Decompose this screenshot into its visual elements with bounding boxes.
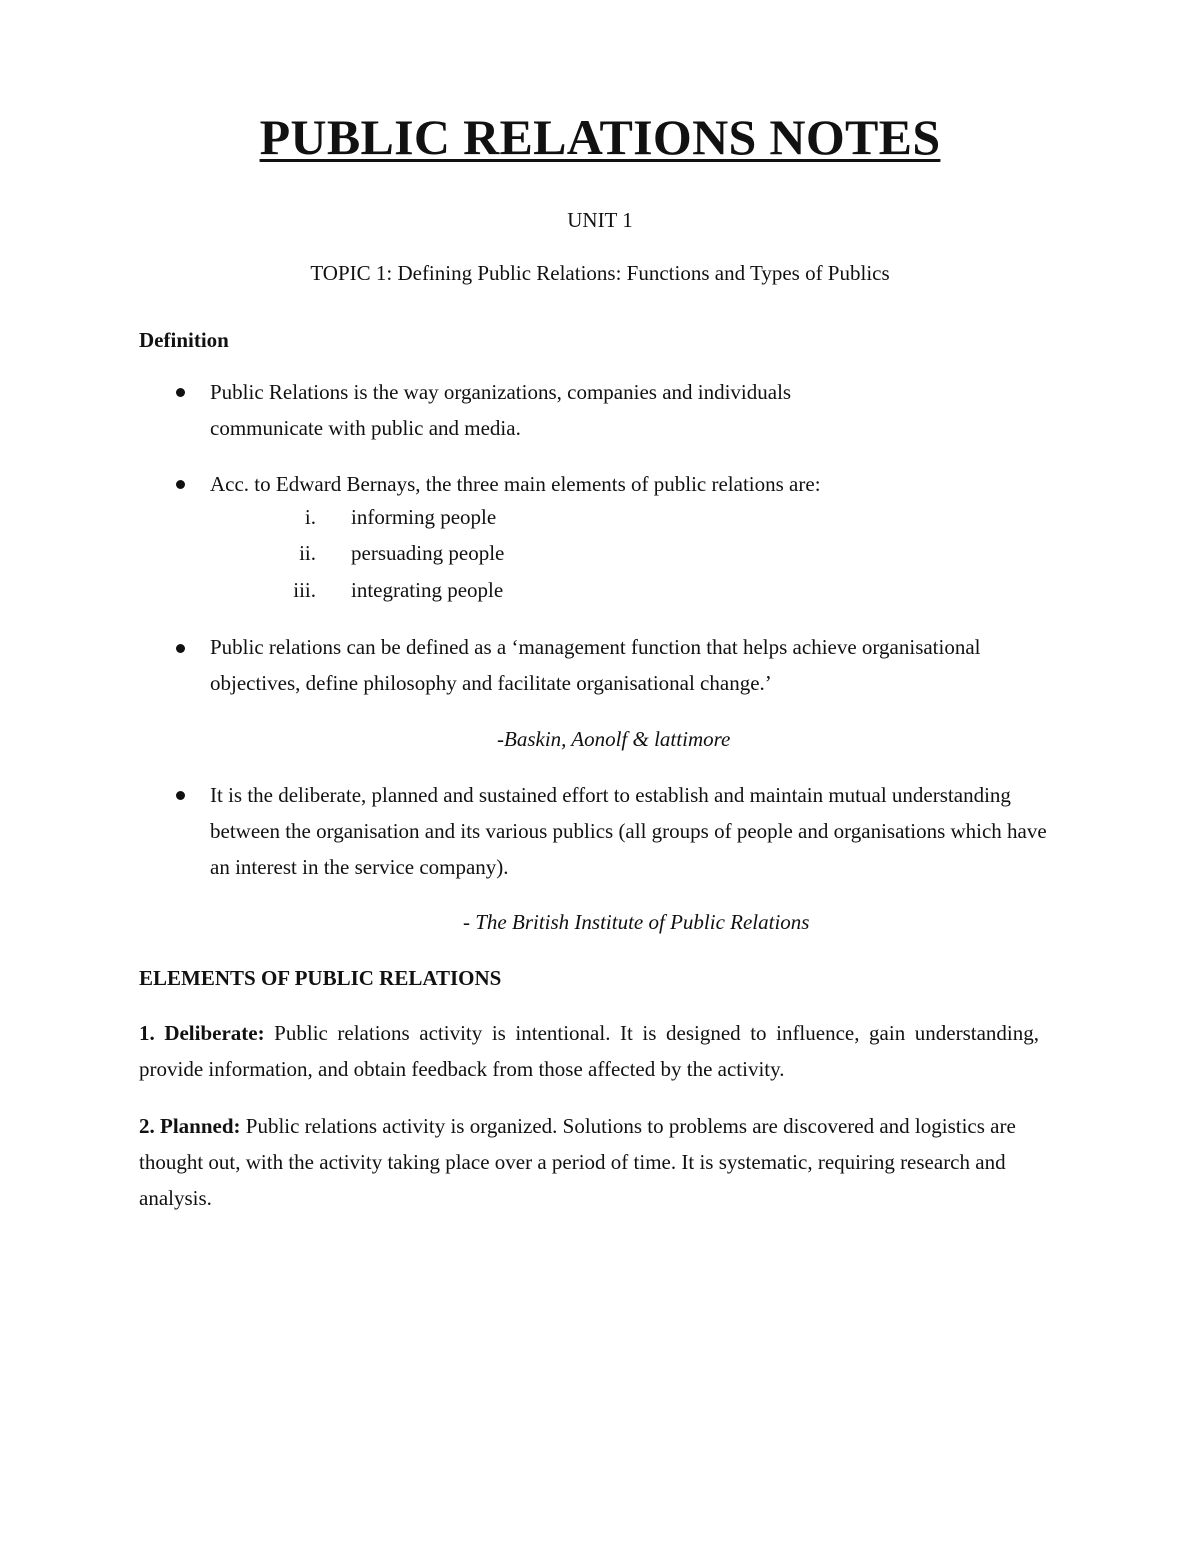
element-lead: 2. Planned:	[139, 1114, 241, 1138]
bullet-dot-icon	[176, 388, 185, 397]
bernays-element: persuading people	[351, 541, 505, 565]
definition-bullet-2: Acc. to Edward Bernays, the three main elements of public relations are:	[210, 472, 821, 496]
definition-bullet-1: Public Relations is the way organizations, companies and individuals communicate with public and media.	[210, 380, 792, 440]
definition-bullet-4: It is the deliberate, planned and sustained effort to establish and maintain mutual understanding between the organisation and its various publics (all groups of people and organisations which have an interest in the service company).	[210, 783, 1047, 879]
attribution: - The British Institute of Public Relations	[463, 910, 810, 934]
elements-heading: ELEMENTS OF PUBLIC RELATIONS	[139, 966, 502, 990]
definition-heading: Definition	[139, 328, 229, 352]
unit-label: UNIT 1	[567, 208, 633, 232]
bernays-element: informing people	[351, 505, 497, 529]
roman-numeral: i.	[304, 505, 316, 529]
bullet-dot-icon	[176, 480, 185, 489]
attribution: -Baskin, Aonolf & lattimore	[497, 727, 731, 751]
bernays-element: integrating people	[351, 578, 504, 602]
bullet-dot-icon	[176, 791, 185, 800]
element-paragraph-deliberate	[139, 1015, 1039, 1087]
roman-numeral: iii.	[293, 578, 316, 602]
bullet-dot-icon	[176, 644, 185, 653]
element-text: Public relations activity is intentional. It is designed to influence, gain understanding, provide information, and obtain feedback from those affected by the activity.	[139, 1021, 1039, 1081]
definition-bullet-3: Public relations can be defined as a ‘management function that helps achieve organisational objectives, define philosophy and facilitate organisational change.’	[210, 635, 981, 695]
element-lead: 1. Deliberate:	[139, 1021, 265, 1045]
page-title: PUBLIC RELATIONS NOTES	[259, 109, 941, 165]
element-text: Public relations activity is organized. Solutions to problems are discovered and logistics are thought out, with the activity taking place over a period of time. It is systematic, requiring research and analysis.	[139, 1114, 1016, 1210]
roman-numeral: ii.	[299, 541, 316, 565]
element-paragraph-planned	[139, 1108, 1019, 1216]
topic-heading: TOPIC 1: Defining Public Relations: Functions and Types of Publics	[310, 261, 890, 285]
